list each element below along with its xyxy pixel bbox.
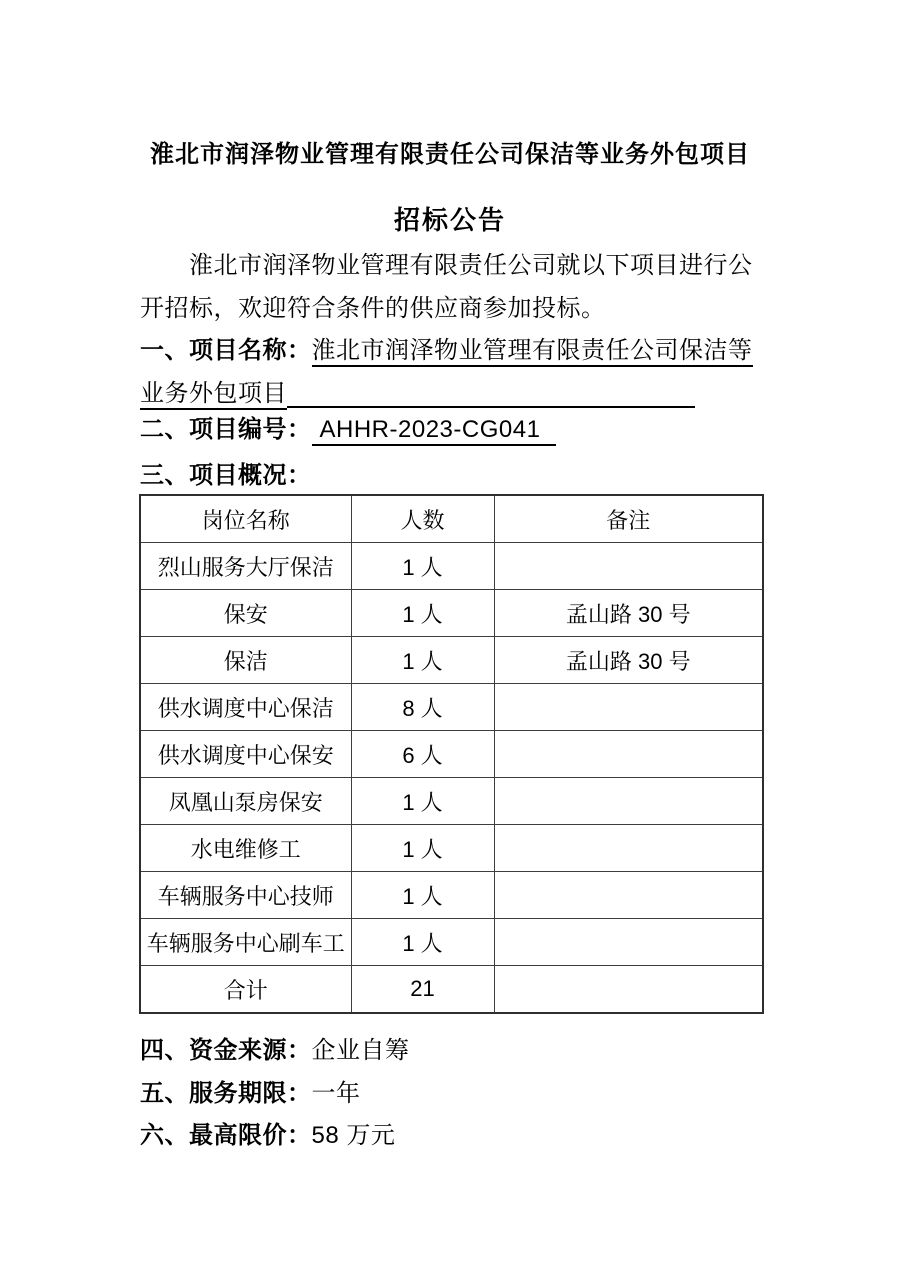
header-position-name: 岗位名称 <box>140 495 351 543</box>
cell-position: 供水调度中心保安 <box>140 731 351 778</box>
cell-remarks <box>494 684 763 731</box>
cell-headcount: 1 人 <box>351 590 494 637</box>
cell-remarks <box>494 825 763 872</box>
cell-remarks <box>494 966 763 1014</box>
section-service-term-value: 一年 <box>311 1080 361 1107</box>
table-row <box>140 778 763 825</box>
cell-headcount: 6 人 <box>351 731 494 778</box>
section-funding-source-value: 企业自筹 <box>311 1037 410 1064</box>
section-price-cap-value: 58 万元 <box>311 1122 396 1149</box>
section-service-term <box>140 1072 764 1115</box>
section-price-cap <box>140 1114 764 1157</box>
intro-paragraph: 淮北市润泽物业管理有限责任公司就以下项目进行公开招标，欢迎符合条件的供应商参加投标。 <box>140 252 753 322</box>
cell-headcount: 1 人 <box>351 919 494 966</box>
cell-position: 车辆服务中心刷车工 <box>140 919 351 966</box>
table-row <box>140 590 763 637</box>
cell-remarks <box>494 778 763 825</box>
table-total-row <box>140 966 763 1014</box>
header-headcount: 人数 <box>351 495 494 543</box>
cell-remarks <box>494 872 763 919</box>
cell-position: 凤凰山泵房保安 <box>140 778 351 825</box>
section-project-number-label: 二、项目编号： <box>140 416 312 443</box>
cell-headcount: 1 人 <box>351 872 494 919</box>
cell-total-value: 21 <box>351 966 494 1014</box>
cell-total-label: 合计 <box>140 966 351 1014</box>
table-row <box>140 872 763 919</box>
cell-headcount: 1 人 <box>351 778 494 825</box>
table-row <box>140 684 763 731</box>
section-project-overview <box>140 454 764 497</box>
cell-position: 烈山服务大厅保洁 <box>140 543 351 590</box>
cell-position: 水电维修工 <box>140 825 351 872</box>
section-project-number-value: AHHR-2023-CG041 <box>312 416 557 446</box>
cell-position: 车辆服务中心技师 <box>140 872 351 919</box>
section-project-name <box>140 329 764 415</box>
section-project-name-label: 一、项目名称： <box>140 337 312 364</box>
section-funding-source-label: 四、资金来源： <box>140 1037 312 1064</box>
table-row <box>140 919 763 966</box>
cell-headcount: 1 人 <box>351 637 494 684</box>
table-row <box>140 731 763 778</box>
section-price-cap-label: 六、最高限价： <box>140 1122 312 1149</box>
doc-subtitle: 招标公告 <box>393 205 506 235</box>
table-row <box>140 543 763 590</box>
cell-headcount: 8 人 <box>351 684 494 731</box>
section-service-term-label: 五、服务期限： <box>140 1080 312 1107</box>
table-row <box>140 637 763 684</box>
table-header-row <box>140 495 763 543</box>
cell-headcount: 1 人 <box>351 543 494 590</box>
table-body <box>140 543 763 1014</box>
cell-position: 供水调度中心保洁 <box>140 684 351 731</box>
section-project-overview-label: 三、项目概况： <box>140 462 312 489</box>
cell-remarks: 孟山路 30 号 <box>494 637 763 684</box>
cell-position: 保安 <box>140 590 351 637</box>
page-title: 淮北市润泽物业管理有限责任公司保洁等业务外包项目 <box>150 141 750 168</box>
staffing-table <box>139 494 764 1014</box>
cell-remarks <box>494 543 763 590</box>
cell-remarks <box>494 919 763 966</box>
table-row <box>140 825 763 872</box>
cell-position: 保洁 <box>140 637 351 684</box>
cell-remarks: 孟山路 30 号 <box>494 590 763 637</box>
section-funding-source <box>140 1029 764 1072</box>
cell-remarks <box>494 731 763 778</box>
cell-headcount: 1 人 <box>351 825 494 872</box>
blank-underline <box>287 382 695 408</box>
section-project-name-value: 淮北市润泽物业管理有限责任公司保洁等业务外包项目 <box>140 337 753 410</box>
header-remarks: 备注 <box>494 495 763 543</box>
section-project-number <box>140 408 764 451</box>
